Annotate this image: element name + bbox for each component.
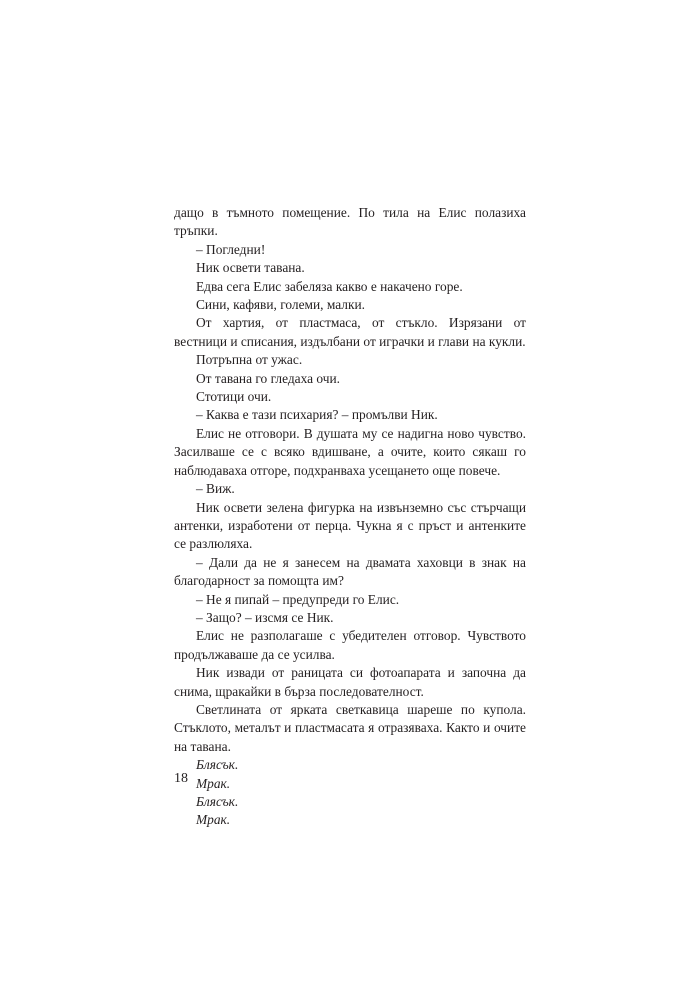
- paragraph: дащо в тъмното помещение. По тила на Елис полазиха тръпки.: [174, 205, 526, 239]
- paragraph: От тавана го гледаха очи.: [196, 370, 341, 386]
- paragraph: Сини, кафяви, големи, малки.: [196, 297, 365, 313]
- paragraph: Елис не разполагаше с убедителен отговор. Чувството продължаваше да се усилва.: [174, 628, 526, 662]
- paragraph: Ник освети тавана.: [196, 260, 305, 276]
- paragraph: – Не я пипай – предупреди го Елис.: [196, 591, 400, 607]
- body-text: [174, 204, 526, 830]
- paragraph: Стотици очи.: [196, 389, 272, 405]
- paragraph: – Погледни!: [196, 241, 266, 257]
- paragraph: Едва сега Елис забеляза какво е накачено горе.: [196, 278, 463, 294]
- paragraph: От хартия, от пластмаса, от стъкло. Изрязани от вестници и списания, издълбани от играчки и глави на кукли.: [174, 315, 526, 349]
- paragraph: – Защо? – изсмя се Ник.: [196, 609, 334, 625]
- paragraph: – Каква е тази психария? – промълви Ник.: [196, 407, 438, 423]
- page-number: 18: [174, 771, 188, 786]
- paragraph: – Виж.: [196, 481, 235, 497]
- paragraph: Ник освети зелена фигурка на извънземно със стърчащи антенки, изработени от перца. Чукна я с пръст и антенките се разлюляха.: [174, 499, 526, 552]
- paragraph: Потръпна от ужас.: [196, 352, 303, 368]
- paragraph: Елис не отговори. В душата му се надигна ново чувство. Засилваше се с всяко вдишване, а очите, които сякаш го наблюдаваха отгоре, подхранваха усещането още повече.: [174, 425, 526, 478]
- paragraph: Ник извади от раницата си фотоапарата и започна да снима, щракайки в бърза последователност.: [174, 665, 526, 699]
- italic-paragraph: Блясък.: [196, 794, 239, 809]
- italic-paragraph: Блясък.: [196, 757, 239, 773]
- italic-paragraph: Мрак.: [196, 812, 231, 828]
- paragraph: Светлината от ярката светкавица шареше по купола. Стъклото, металът и пластмасата я отразяваха. Както и очите на тавана.: [174, 701, 526, 754]
- paragraph: – Дали да не я занесем на двамата хаховци в знак на благодарност за помощта им?: [174, 554, 526, 589]
- italic-paragraph: Мрак.: [196, 775, 231, 791]
